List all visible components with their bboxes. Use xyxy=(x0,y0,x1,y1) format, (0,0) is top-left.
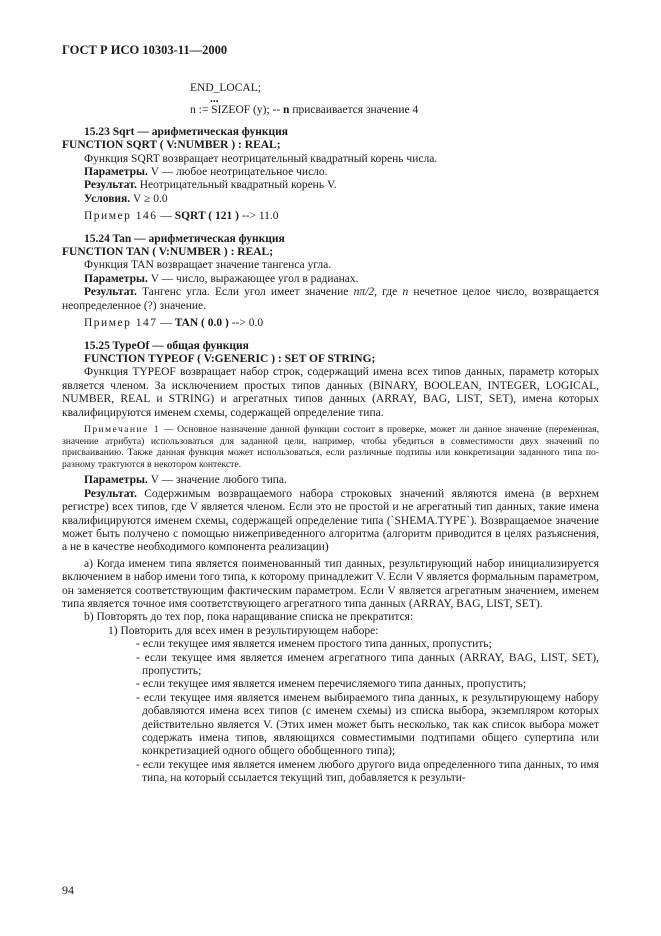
sqrt-parameters: Параметры. V — любое неотрицательное число. xyxy=(84,166,328,179)
sqrt-description: Функция SQRT возвращает неотрицательный квадратный корень числа. xyxy=(84,152,438,165)
tan-example: Пример 147 — TAN ( 0.0 ) --> 0.0 xyxy=(84,317,264,330)
typeof-step-a: a) Когда именем типа является поименованный тип данных, результирующий набор инициализируется включением в набор имени того типа, к которому принадлежит V. Если V является формальным параметром, он заменяется соответствующим фактическим параметром. Если V является агрегатным значением, именем типа является точное имя соответствующего агрегатного типа данных (ARRAY, BAG, LIST, SET). xyxy=(62,557,599,610)
tan-parameters: Параметры. V — число, выражающее угол в радианах. xyxy=(84,272,359,285)
sqrt-conditions: Условия. V ≥ 0.0 xyxy=(84,192,168,205)
function-signature-tan: FUNCTION TAN ( V:NUMBER ) : REAL; xyxy=(62,246,274,259)
sqrt-result: Результат. Неотрицательный квадратный корень V. xyxy=(84,179,337,192)
tan-result: Результат. Тангенс угла. Если угол имеет значение nπ/2, где n нечетное целое число, возвращается неопределенное (?) значение. xyxy=(62,286,600,312)
function-signature-typeof: FUNCTION TYPEOF ( V:GENERIC ) : SET OF STRING; xyxy=(84,352,376,365)
code-assign-line: n := SIZEOF (y); -- n присваивается значение 4 xyxy=(190,104,419,117)
typeof-note: Примечание 1 — Основное назначение данной функции состоит в проверке, может ли данное значение (переменная, значение атрибута) использоваться для заданной цели, например, чтобы убедиться в совместимости двух значений по присваиванию. Также данная функция может использоваться, если различные подтипы или конкретизации заданного типа по-разному трактуются в некотором контексте. xyxy=(62,423,599,470)
typeof-step-b: b) Повторять до тех пор, пока наращивание списка не прекратится: xyxy=(84,611,414,624)
tan-description: Функция TAN возвращает значение тангенса угла. xyxy=(84,259,332,272)
typeof-step-item: - если текущее имя является именем агрегатного типа данных (ARRAY, BAG, LIST, SET), пропустить; xyxy=(136,651,599,677)
section-heading-sqrt: 15.23 Sqrt — арифметическая функция xyxy=(84,125,288,138)
function-signature-sqrt: FUNCTION SQRT ( V:NUMBER ) : REAL; xyxy=(62,139,281,152)
section-heading-tan: 15.24 Tan — арифметическая функция xyxy=(84,232,285,245)
typeof-step-item: - если текущее имя является именем выбираемого типа данных, к результирующему набору добавляются имена всех типов (с именем схемы) из списка выбора, экземпляром которых действительно является V. (Этих имен может быть несколько, так как список выбора может содержать имена типов, являющихся совместимыми подтипами общего супертипа или конкретизацией одного общего обобщенного типа); xyxy=(136,691,599,758)
page-number: 94 xyxy=(62,883,74,897)
typeof-parameters: Параметры. V — значение любого типа. xyxy=(84,474,287,487)
section-heading-typeof: 15.25 TypeOf — общая функция xyxy=(84,339,249,352)
code-ellipsis: ... xyxy=(210,93,219,106)
sqrt-example: Пример 146 — SQRT ( 121 ) --> 11.0 xyxy=(84,210,279,223)
typeof-result: Результат. Содержимым возвращаемого набора строковых значений являются имена (в верхнем регистре) всех типов, где V является членом. Если это не простой и не агрегатный тип данных, такие имена квалифицируются именем схемы, содержащей определение типа (`SHEMA.TYPE`). Возвращаемое значение может быть получено с помощью нижеприведенного алгоритма (алгоритм приводится в целях разъяснения, а не в качестве необходимого компонента реализации) xyxy=(62,487,599,554)
code-end-local: END_LOCAL; xyxy=(190,82,261,94)
typeof-step-item: - если текущее имя является именем простого типа данных, пропустить; xyxy=(136,638,492,651)
page-body xyxy=(62,82,599,786)
typeof-step-item: - если текущее имя является именем перечисляемого типа данных, пропустить; xyxy=(136,678,527,691)
page-header: ГОСТ Р ИСО 10303-11—2000 xyxy=(62,43,228,57)
typeof-step-1: 1) Повторить для всех имен в результирующем наборе: xyxy=(108,624,379,637)
typeof-description: Функция TYPEOF возвращает набор строк, содержащий имена всех типов данных, параметр которых является членом. За исключением простых типов данных (BINARY, BOOLEAN, INTEGER, LOGICAL, NUMBER, REAL и STRING) и агрегатных типов данных (ARRAY, BAG, LIST, SET), имена которых квалифицируются именем схемы, содержащей определение типа. xyxy=(62,366,599,419)
typeof-step-item: - если текущее имя является именем любого другого вида определенного типа данных, то имя типа, на который ссылается текущий тип, добавляется к результи- xyxy=(136,758,599,785)
